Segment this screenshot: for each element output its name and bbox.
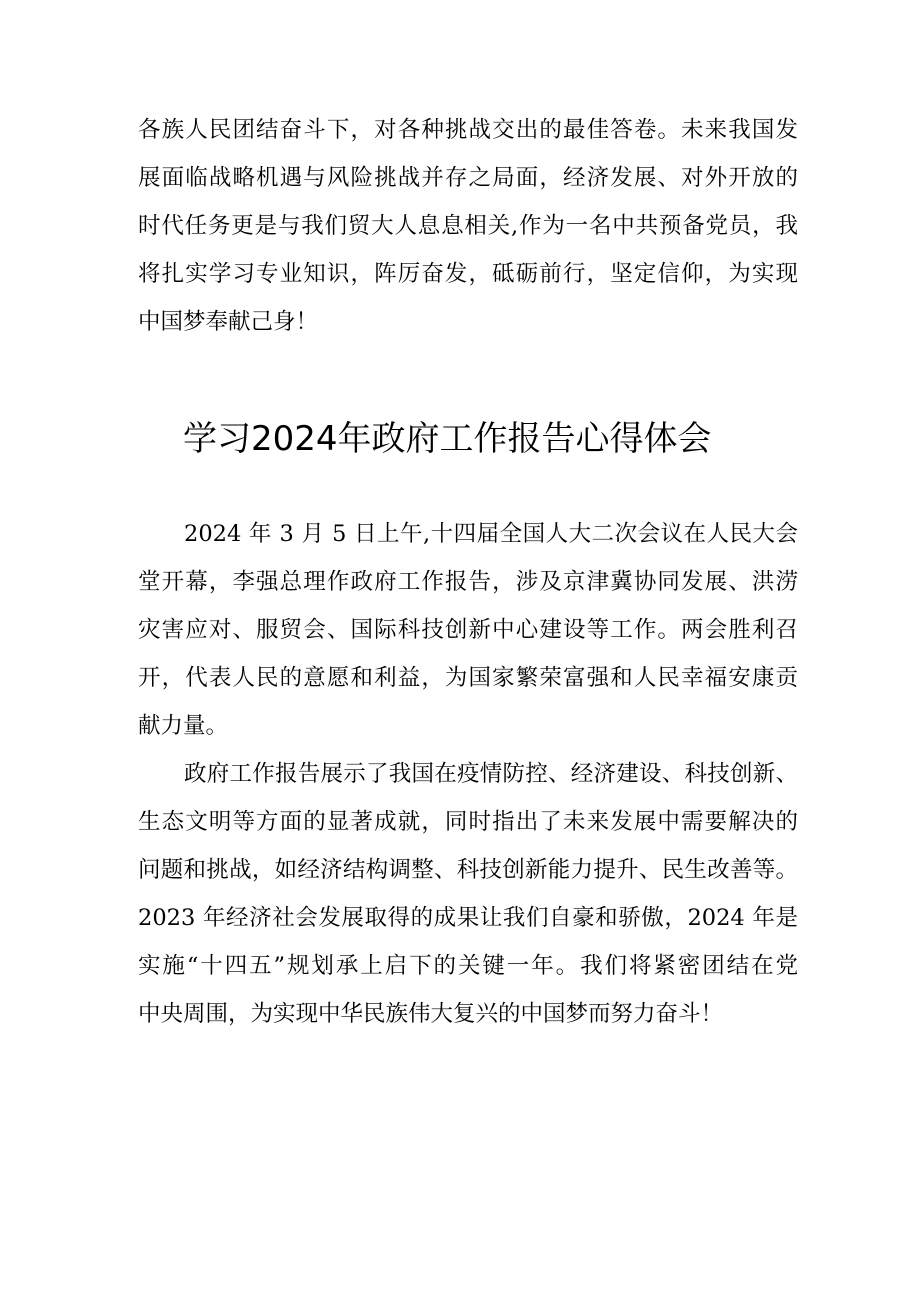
document-title: 学习2024年政府工作报告心得体会 [183,419,712,459]
text-line: 中央周围，为实现中华民族伟大复兴的中国梦而努力奋斗！ [138,1001,724,1027]
carryover-paragraph [138,106,798,346]
text-line: 时代任务更是与我们贸大人息息相关,作为一名中共预备党员，我 [138,213,798,239]
text-line: 灾害应对、服贸会、国际科技创新中心建设等工作。两会胜利召 [138,617,798,643]
text-line: 2024 年 3 月 5 日上午,十四届全国人大二次会议在人民大会 [184,521,798,547]
text-line: 各族人民团结奋斗下，对各种挑战交出的最佳答卷。未来我国发 [138,117,798,143]
text-line: 问题和挑战，如经济结构调整、科技创新能力提升、民生改善等。 [138,857,798,883]
text-line: 展面临战略机遇与风险挑战并存之局面，经济发展、对外开放的 [138,165,798,191]
text-line: 中国梦奉献己身！ [138,309,319,335]
text-line: 生态文明等方面的显著成就，同时指出了未来发展中需要解决的 [138,809,798,835]
text-line: 将扎实学习专业知识，阵厉奋发，砥砺前行，坚定信仰，为实现 [138,261,798,287]
text-line: 2023 年经济社会发展取得的成果让我们自豪和骄傲，2024 年是 [138,905,798,931]
text-line: 实施“十四五”规划承上启下的关键一年。我们将紧密团结在党 [138,953,798,979]
text-line: 堂开幕，李强总理作政府工作报告，涉及京津冀协同发展、洪涝 [138,569,798,595]
paragraph-2 [138,750,798,1038]
text-line: 政府工作报告展示了我国在疫情防控、经济建设、科技创新、 [184,761,798,787]
paragraph-1 [138,510,798,750]
text-line: 献力量。 [138,713,229,739]
text-line: 开，代表人民的意愿和利益，为国家繁荣富强和人民幸福安康贡 [138,665,798,691]
